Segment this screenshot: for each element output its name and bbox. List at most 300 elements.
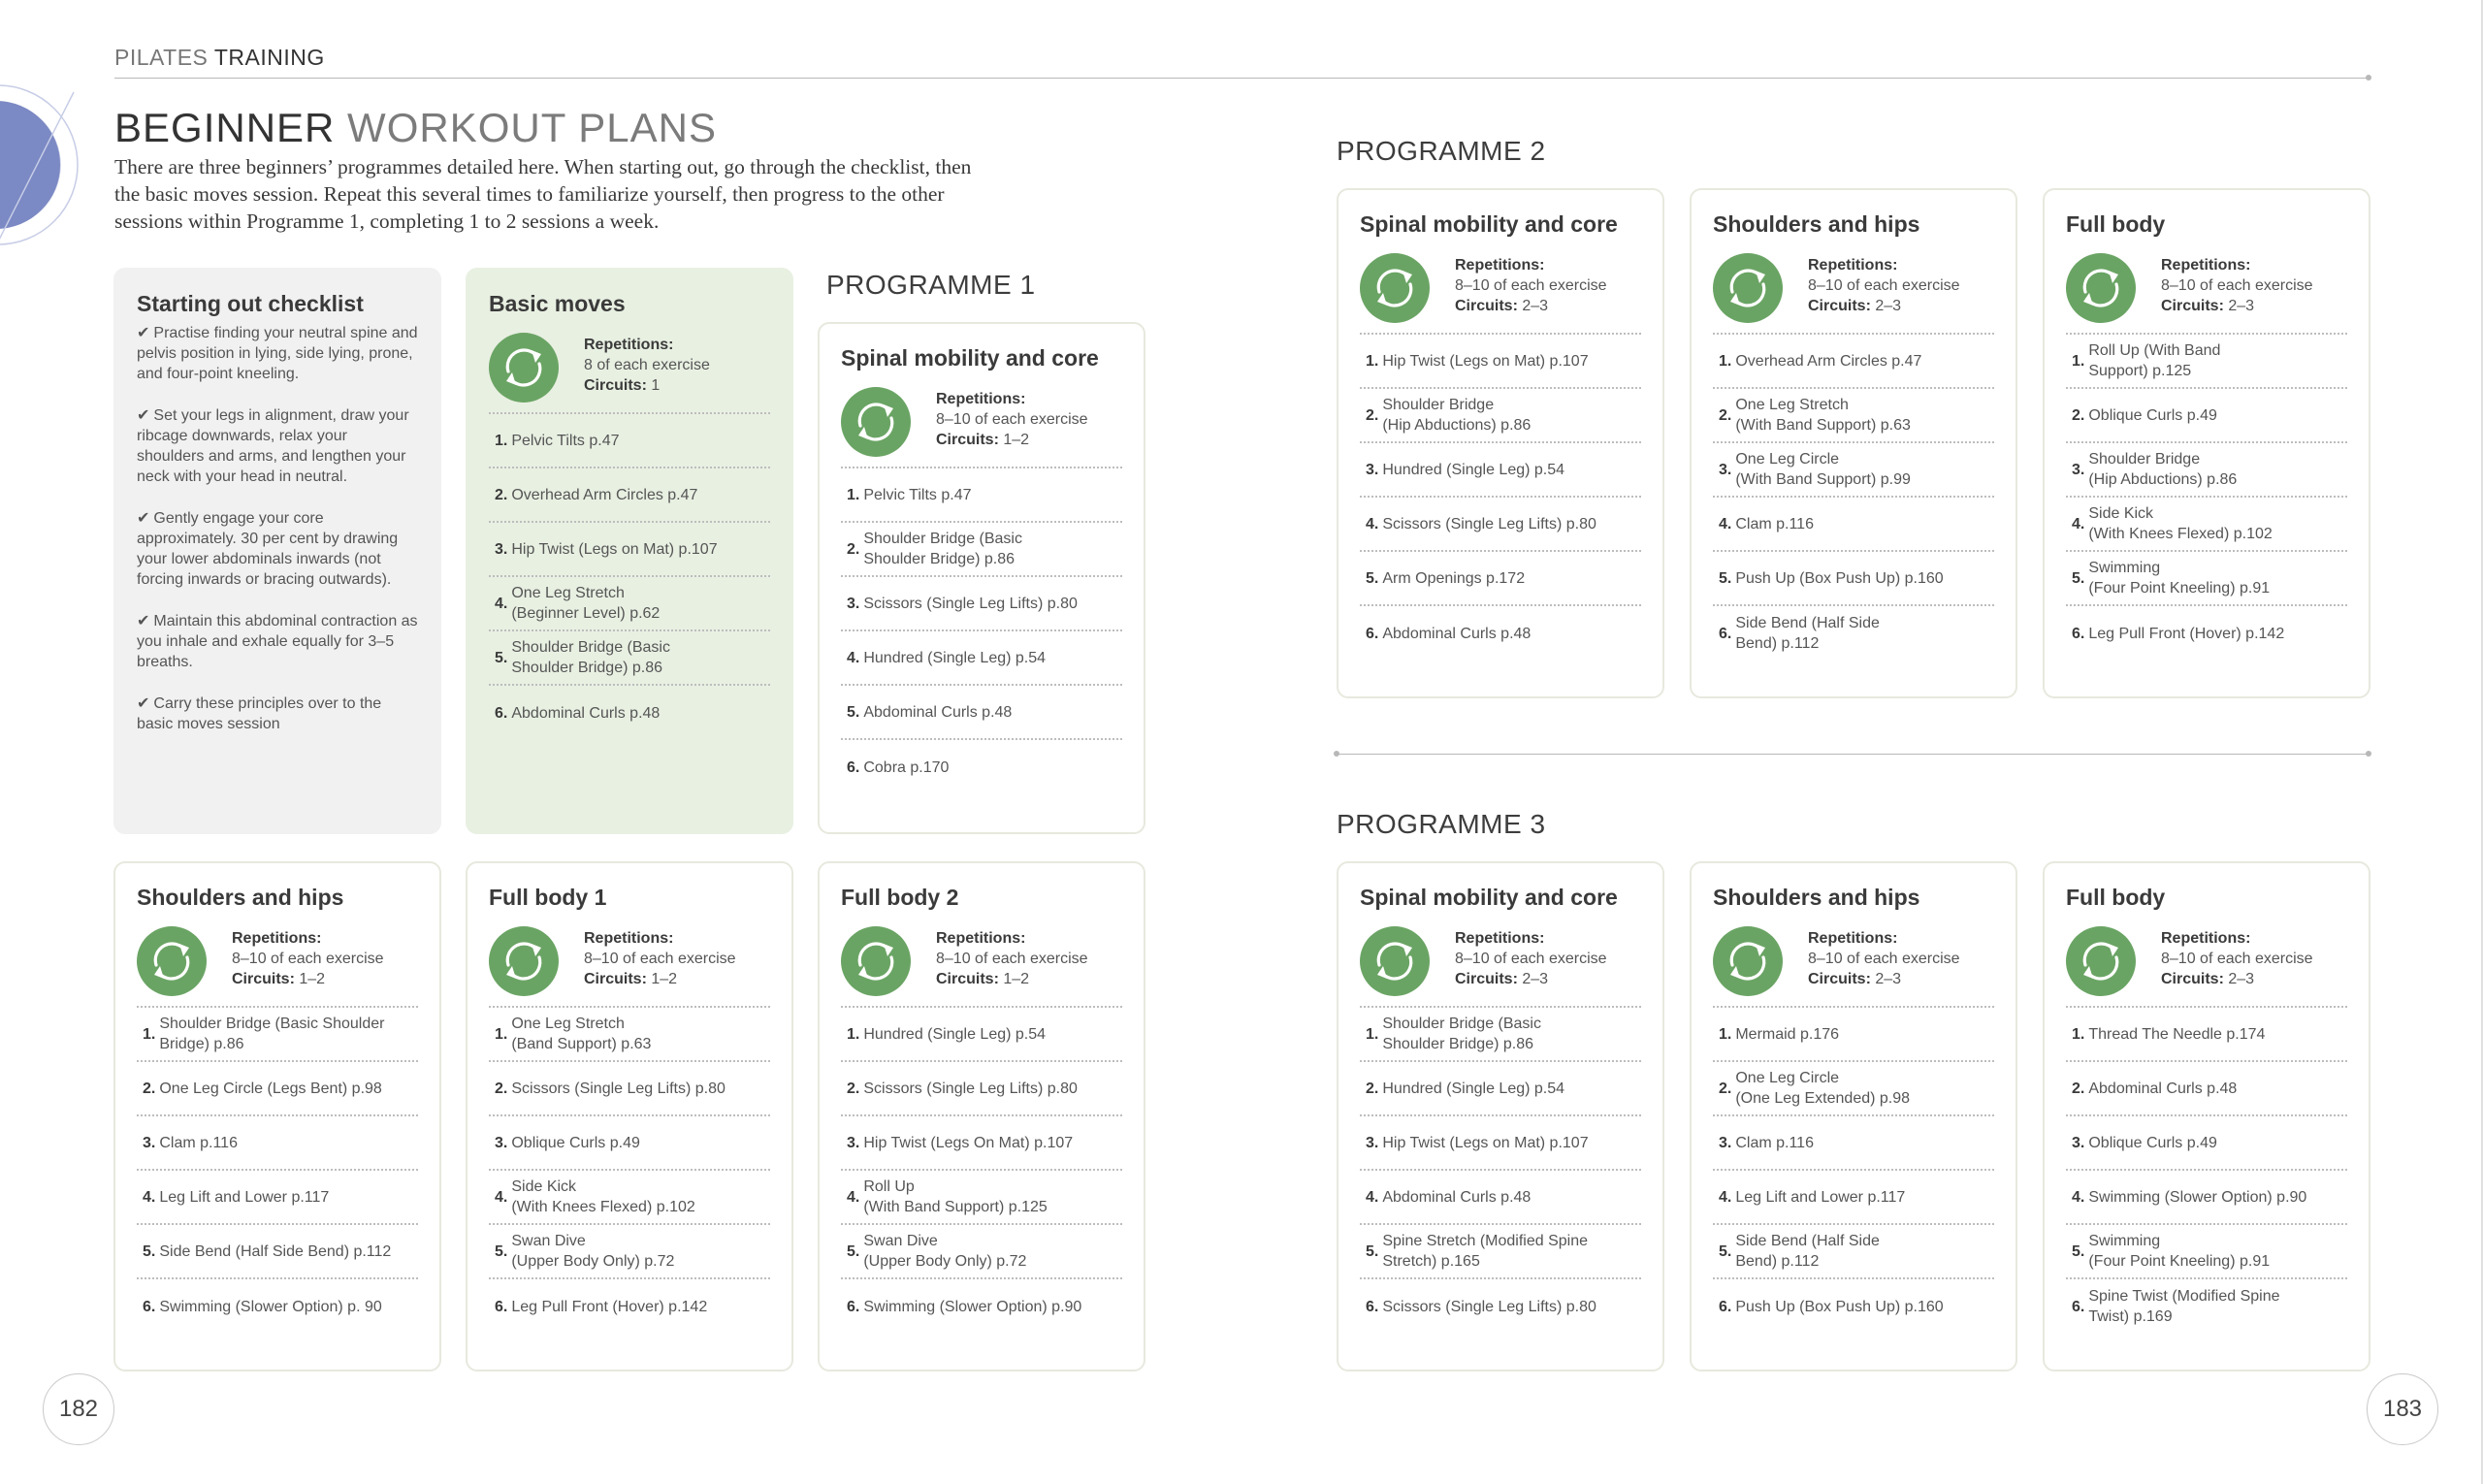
exercise-label: Abdominal Curls p.48 [511,704,661,722]
exercise-item [489,686,770,740]
exercise-label: One Leg Stretch (With Band Support) p.63 [1735,397,1911,434]
card-title: Basic moves [489,291,626,316]
exercise-label: Clam p.116 [1735,1134,1814,1151]
exercise-label: Scissors (Single Leg Lifts) p.80 [863,595,1078,612]
programme-3-heading: PROGRAMME 3 [1337,809,1546,839]
repeat-cycle-icon [1713,253,1783,323]
exercise-item [489,523,770,577]
circuits-label: Circuits: [2161,971,2224,987]
reps-label: Repetitions: [584,930,674,947]
exercise-number: 2. [847,1080,860,1097]
circuits-value: 1–2 [1003,432,1030,448]
exercise-number: 5. [2072,1242,2085,1260]
exercise-item [2066,443,2347,498]
reps-label: Repetitions: [936,391,1026,407]
decorative-circle-icon [0,73,87,257]
repeat-cycle-icon [841,387,911,457]
exercise-item [137,1062,418,1116]
exercise-number: 1. [495,432,508,449]
exercise-number: 1. [847,1025,860,1043]
exercise-item [1713,1116,1994,1171]
circuits-value: 2–3 [1875,298,1902,314]
exercise-item [841,1279,1122,1334]
card-title: Spinal mobility and core [1360,885,1618,910]
exercise-label: Hundred (Single Leg) p.54 [1382,1080,1565,1097]
exercise-number: 1. [143,1025,156,1043]
exercise-item [1360,389,1641,443]
tick-icon: ✔ [137,325,150,341]
reps-value: 8–10 of each exercise [936,411,1088,428]
exercise-item [1360,1171,1641,1225]
exercise-label: Side Bend (Half Side Bend) p.112 [1735,615,1880,652]
programme-2-spinal-card [1337,188,1664,698]
exercise-item [1360,1008,1641,1062]
programme-3-spinal-card [1337,861,1664,1371]
exercise-item [137,1171,418,1225]
page-number-right: 183 [2367,1373,2438,1445]
exercise-item [841,631,1122,686]
reps-label: Repetitions: [584,337,674,353]
exercise-item [489,577,770,631]
exercise-label: Hip Twist (Legs on Mat) p.107 [1382,1134,1589,1151]
exercise-item [1360,1279,1641,1334]
exercise-item [489,468,770,523]
reps-text [1455,251,1607,316]
exercise-number: 4. [1719,515,1732,532]
exercise-label: Overhead Arm Circles p.47 [1735,352,1922,370]
reps-label: Repetitions: [1808,930,1898,947]
exercise-number: 4. [847,1188,860,1206]
exercise-number: 6. [495,1298,508,1315]
exercise-item [1360,1062,1641,1116]
repeat-cycle-icon [489,926,559,996]
exercise-item [2066,389,2347,443]
tick-icon: ✔ [137,613,150,629]
exercise-number: 5. [1719,1242,1732,1260]
card-title: Spinal mobility and core [1360,211,1618,237]
exercise-number: 4. [2072,1188,2085,1206]
exercise-number: 3. [1719,461,1732,478]
exercise-label: Scissors (Single Leg Lifts) p.80 [511,1080,726,1097]
exercise-label: One Leg Stretch (Beginner Level) p.62 [511,585,661,622]
exercise-label: One Leg Circle (With Band Support) p.99 [1735,451,1911,488]
exercise-number: 4. [1719,1188,1732,1206]
reps-value: 8–10 of each exercise [2161,277,2313,294]
exercise-label: Push Up (Box Push Up) p.160 [1735,569,1944,587]
exercise-label: Swimming (Slower Option) p.90 [2088,1188,2307,1206]
exercise-number: 6. [1366,1298,1379,1315]
exercise-number: 1. [847,486,860,503]
reps-text [584,924,736,989]
exercise-number: 3. [847,1134,860,1151]
exercise-item [1360,443,1641,498]
exercise-number: 1. [1366,1025,1379,1043]
reps-block [1713,924,1994,1000]
exercise-label: Shoulder Bridge (Hip Abductions) p.86 [1382,397,1532,434]
exercise-item [2066,498,2347,552]
circuits-value: 1–2 [651,971,678,987]
reps-label: Repetitions: [232,930,322,947]
exercise-label: Scissors (Single Leg Lifts) p.80 [1382,1298,1596,1315]
exercise-item [2066,335,2347,389]
exercise-item [841,1008,1122,1062]
running-head-section: PILATES [114,45,209,70]
exercise-label: Overhead Arm Circles p.47 [511,486,698,503]
exercise-number: 2. [1719,406,1732,424]
card-title: Full body [2066,885,2166,910]
exercise-label: Spine Stretch (Modified Spine Stretch) p.165 [1382,1233,1589,1270]
exercise-item [489,1279,770,1334]
circuits-label: Circuits: [1455,298,1518,314]
exercise-label: Hundred (Single Leg) p.54 [863,1025,1047,1043]
reps-value: 8 of each exercise [584,357,710,373]
repeat-cycle-icon [1360,926,1430,996]
exercise-item [841,1116,1122,1171]
checklist-item: ✔ Maintain this abdominal contraction as you inhale and exhale equally for 3–5 breaths. [137,613,418,670]
exercise-label: Mermaid p.176 [1735,1025,1840,1043]
exercise-item [841,740,1122,794]
circuits-value: 2–3 [2228,971,2255,987]
circuits-label: Circuits: [936,971,999,987]
running-head [114,45,325,71]
exercise-label: Spine Twist (Modified Spine Twist) p.169 [2088,1288,2280,1325]
exercise-number: 1. [1366,352,1379,370]
exercise-item [2066,1008,2347,1062]
checklist-item: ✔ Carry these principles over to the basic moves session [137,695,382,732]
exercise-number: 1. [2072,1025,2085,1043]
exercise-item [1360,335,1641,389]
tick-icon: ✔ [137,695,150,712]
reps-block [1713,251,1994,327]
exercise-label: Push Up (Box Push Up) p.160 [1735,1298,1944,1315]
circuits-label: Circuits: [232,971,295,987]
exercise-number: 1. [1719,352,1732,370]
exercise-item [1713,1171,1994,1225]
repeat-cycle-icon [1360,253,1430,323]
exercise-label: Oblique Curls p.49 [2088,1134,2217,1151]
exercise-item [841,1171,1122,1225]
exercise-item [1713,552,1994,606]
exercise-label: Side Bend (Half Side Bend) p.112 [159,1242,392,1260]
exercise-number: 2. [1366,406,1379,424]
exercise-item [137,1225,418,1279]
exercise-label: Clam p.116 [159,1134,238,1151]
exercise-number: 6. [1719,1298,1732,1315]
checklist-item: ✔ Gently engage your core approximately. 30 per cent by drawing your lower abdominals inwards (not forcing inwards or bracing outwards). [137,510,399,588]
exercise-number: 2. [1366,1080,1379,1097]
reps-block [2066,924,2347,1000]
circuits-label: Circuits: [584,971,647,987]
exercise-label: Swimming (Four Point Kneeling) p.91 [2088,560,2271,597]
exercise-item [489,1116,770,1171]
reps-text [1808,251,1960,316]
exercise-item [1713,1225,1994,1279]
circuits-value: 1–2 [1003,971,1030,987]
exercise-label: Swan Dive (Upper Body Only) p.72 [863,1233,1027,1270]
exercise-number: 3. [2072,461,2085,478]
checklist-item: ✔ Practise finding your neutral spine and pelvis position in lying, side lying, prone, and four-point kneeling. [137,325,418,382]
exercise-label: Hip Twist (Legs on Mat) p.107 [1382,352,1589,370]
circuits-label: Circuits: [2161,298,2224,314]
reps-text [2161,924,2313,989]
exercise-number: 6. [1366,625,1379,642]
reps-label: Repetitions: [1455,257,1545,274]
exercise-label: Swimming (Slower Option) p.90 [863,1298,1082,1315]
reps-block [841,385,1122,461]
exercise-item [841,523,1122,577]
programme-3-shoulders-card [1690,861,2017,1371]
programme-divider [1337,754,2369,755]
exercise-label: Leg Pull Front (Hover) p.142 [511,1298,708,1315]
card-title: Shoulders and hips [137,885,344,910]
exercise-item [489,1225,770,1279]
programme-2-full-body-card [2043,188,2370,698]
exercise-item [1713,606,1994,661]
page-title-bold: BEGINNER [114,105,336,150]
reps-value: 8–10 of each exercise [1455,277,1607,294]
reps-block [2066,251,2347,327]
exercise-number: 5. [143,1242,156,1260]
exercise-label: Swan Dive (Upper Body Only) p.72 [511,1233,675,1270]
circuits-label: Circuits: [1808,971,1871,987]
exercise-list [841,467,1122,794]
exercise-number: 4. [1366,1188,1379,1206]
exercise-item [137,1279,418,1334]
exercise-label: Hundred (Single Leg) p.54 [1382,461,1565,478]
exercise-item [489,1171,770,1225]
page-title-light: WORKOUT PLANS [347,105,717,150]
exercise-label: Oblique Curls p.49 [511,1134,640,1151]
programme-1-full-body-1-card [466,861,793,1371]
exercise-number: 2. [2072,406,2085,424]
exercise-label: Side Kick (With Knees Flexed) p.102 [2088,505,2273,542]
card-title: Spinal mobility and core [841,345,1099,371]
exercise-label: Abdominal Curls p.48 [1382,1188,1532,1206]
exercise-number: 5. [847,703,860,721]
reps-label: Repetitions: [2161,930,2251,947]
exercise-number: 4. [1366,515,1379,532]
card-title: Shoulders and hips [1713,211,1920,237]
checklist-title: Starting out checklist [137,291,364,316]
reps-value: 8–10 of each exercise [232,951,384,967]
exercise-label: Abdominal Curls p.48 [2088,1080,2238,1097]
exercise-list [1713,1006,1994,1334]
reps-label: Repetitions: [2161,257,2251,274]
reps-text [232,924,384,989]
checklist-card [113,268,441,834]
card-title: Full body 1 [489,885,607,910]
exercise-number: 1. [2072,352,2085,370]
exercise-list [1360,333,1641,661]
exercise-label: Abdominal Curls p.48 [1382,625,1532,642]
exercise-item [1713,1062,1994,1116]
exercise-item [2066,1062,2347,1116]
exercise-label: One Leg Stretch (Band Support) p.63 [511,1016,652,1052]
exercise-list [489,1006,770,1334]
circuits-value: 1 [651,377,661,394]
reps-block [137,924,418,1000]
exercise-label: Swimming (Four Point Kneeling) p.91 [2088,1233,2271,1270]
exercise-item [489,1008,770,1062]
circuits-value: 2–3 [2228,298,2255,314]
exercise-label: Side Kick (With Knees Flexed) p.102 [511,1178,695,1215]
card-title: Shoulders and hips [1713,885,1920,910]
exercise-label: Scissors (Single Leg Lifts) p.80 [863,1080,1078,1097]
reps-text [936,385,1088,450]
exercise-label: Arm Openings p.172 [1382,569,1526,587]
exercise-label: Shoulder Bridge (Basic Shoulder Bridge) p.86 [159,1016,385,1052]
reps-block [1360,924,1641,1000]
exercise-number: 5. [2072,569,2085,587]
exercise-number: 5. [847,1242,860,1260]
programme-1-heading: PROGRAMME 1 [826,270,1036,300]
exercise-number: 5. [1366,1242,1379,1260]
exercise-list [137,1006,418,1334]
reps-text [1455,924,1607,989]
exercise-label: Swimming (Slower Option) p. 90 [159,1298,382,1315]
running-head-topic: TRAINING [213,45,325,70]
exercise-list [489,412,770,740]
exercise-item [1713,389,1994,443]
reps-value: 8–10 of each exercise [1808,277,1960,294]
exercise-label: Roll Up (With Band Support) p.125 [863,1178,1048,1215]
exercise-label: One Leg Circle (Legs Bent) p.98 [159,1080,382,1097]
intro-paragraph: There are three beginners’ programmes detailed here. When starting out, go through the checklist, then the basic moves session. Repeat this several times to familiarize yourself, then progress to the other sessions within Programme 1, completing 1 to 2 sessions a week. [114,155,972,233]
exercise-number: 4. [495,595,508,612]
programme-1-shoulders-card [113,861,441,1371]
circuits-value: 1–2 [299,971,326,987]
exercise-label: Hip Twist (Legs on Mat) p.107 [511,540,718,558]
exercise-label: Shoulder Bridge (Basic Shoulder Bridge) p.86 [511,639,670,676]
exercise-number: 6. [847,1298,860,1315]
exercise-item [137,1008,418,1062]
exercise-number: 2. [847,540,860,558]
exercise-item [489,1062,770,1116]
exercise-number: 5. [495,649,508,666]
exercise-number: 3. [495,540,508,558]
reps-block [489,331,770,406]
exercise-label: Cobra p.170 [863,758,950,776]
exercise-item [1713,498,1994,552]
exercise-item [2066,1116,2347,1171]
exercise-number: 1. [495,1025,508,1043]
exercise-item [2066,1225,2347,1279]
exercise-label: Pelvic Tilts p.47 [863,486,972,503]
exercise-item [841,577,1122,631]
exercise-label: Leg Pull Front (Hover) p.142 [2088,625,2285,642]
circuits-label: Circuits: [1808,298,1871,314]
exercise-number: 2. [1719,1080,1732,1097]
exercise-number: 3. [847,595,860,612]
exercise-item [1360,552,1641,606]
exercise-number: 2. [495,486,508,503]
exercise-number: 6. [2072,625,2085,642]
exercise-number: 6. [143,1298,156,1315]
checklist-items [137,323,418,734]
reps-value: 8–10 of each exercise [936,951,1088,967]
exercise-item [1713,1279,1994,1334]
exercise-label: Roll Up (With Band Support) p.125 [2088,342,2221,379]
exercise-label: Hip Twist (Legs On Mat) p.107 [863,1134,1074,1151]
repeat-cycle-icon [1713,926,1783,996]
exercise-number: 6. [2072,1298,2085,1315]
exercise-item [841,468,1122,523]
circuits-label: Circuits: [584,377,647,394]
reps-value: 8–10 of each exercise [1455,951,1607,967]
exercise-label: Abdominal Curls p.48 [863,703,1013,721]
exercise-item [1713,443,1994,498]
reps-label: Repetitions: [936,930,1026,947]
programme-2-shoulders-card [1690,188,2017,698]
exercise-label: Shoulder Bridge (Basic Shoulder Bridge) p.86 [863,531,1022,567]
exercise-number: 3. [143,1134,156,1151]
reps-value: 8–10 of each exercise [584,951,736,967]
reps-block [1360,251,1641,327]
reps-label: Repetitions: [1808,257,1898,274]
exercise-number: 6. [495,704,508,722]
exercise-number: 5. [495,1242,508,1260]
exercise-label: Oblique Curls p.49 [2088,406,2217,424]
exercise-number: 2. [2072,1080,2085,1097]
exercise-number: 5. [1719,569,1732,587]
exercise-label: One Leg Circle (One Leg Extended) p.98 [1735,1070,1911,1107]
exercise-list [841,1006,1122,1334]
circuits-value: 2–3 [1522,971,1549,987]
programme-1-spinal-card [818,322,1145,834]
circuits-label: Circuits: [1455,971,1518,987]
reps-text [2161,251,2313,316]
exercise-number: 4. [2072,515,2085,532]
exercise-item [2066,1171,2347,1225]
exercise-number: 4. [495,1188,508,1206]
reps-text [936,924,1088,989]
exercise-label: Clam p.116 [1735,515,1814,532]
exercise-number: 5. [1366,569,1379,587]
basic-moves-card [466,268,793,834]
exercise-item [1360,498,1641,552]
circuits-label: Circuits: [936,432,999,448]
repeat-cycle-icon [137,926,207,996]
exercise-list [1360,1006,1641,1334]
exercise-item [1713,335,1994,389]
tick-icon: ✔ [137,407,150,424]
reps-block [841,924,1122,1000]
repeat-cycle-icon [841,926,911,996]
circuits-value: 2–3 [1522,298,1549,314]
page-number-left: 182 [43,1373,114,1445]
exercise-label: Thread The Needle p.174 [2088,1025,2266,1043]
reps-label: Repetitions: [1455,930,1545,947]
exercise-label: Pelvic Tilts p.47 [511,432,620,449]
exercise-number: 4. [847,649,860,666]
exercise-number: 2. [143,1080,156,1097]
exercise-item [137,1116,418,1171]
card-title: Full body 2 [841,885,959,910]
reps-text [584,331,710,396]
exercise-item [1360,1225,1641,1279]
exercise-label: Hundred (Single Leg) p.54 [863,649,1047,666]
exercise-number: 2. [495,1080,508,1097]
exercise-number: 6. [847,758,860,776]
tick-icon: ✔ [137,510,150,527]
circuits-value: 2–3 [1875,971,1902,987]
programme-1-full-body-2-card [818,861,1145,1371]
exercise-list [1713,333,1994,661]
header-rule [114,78,2369,79]
exercise-number: 3. [1366,1134,1379,1151]
reps-text [1808,924,1960,989]
exercise-number: 3. [1366,461,1379,478]
